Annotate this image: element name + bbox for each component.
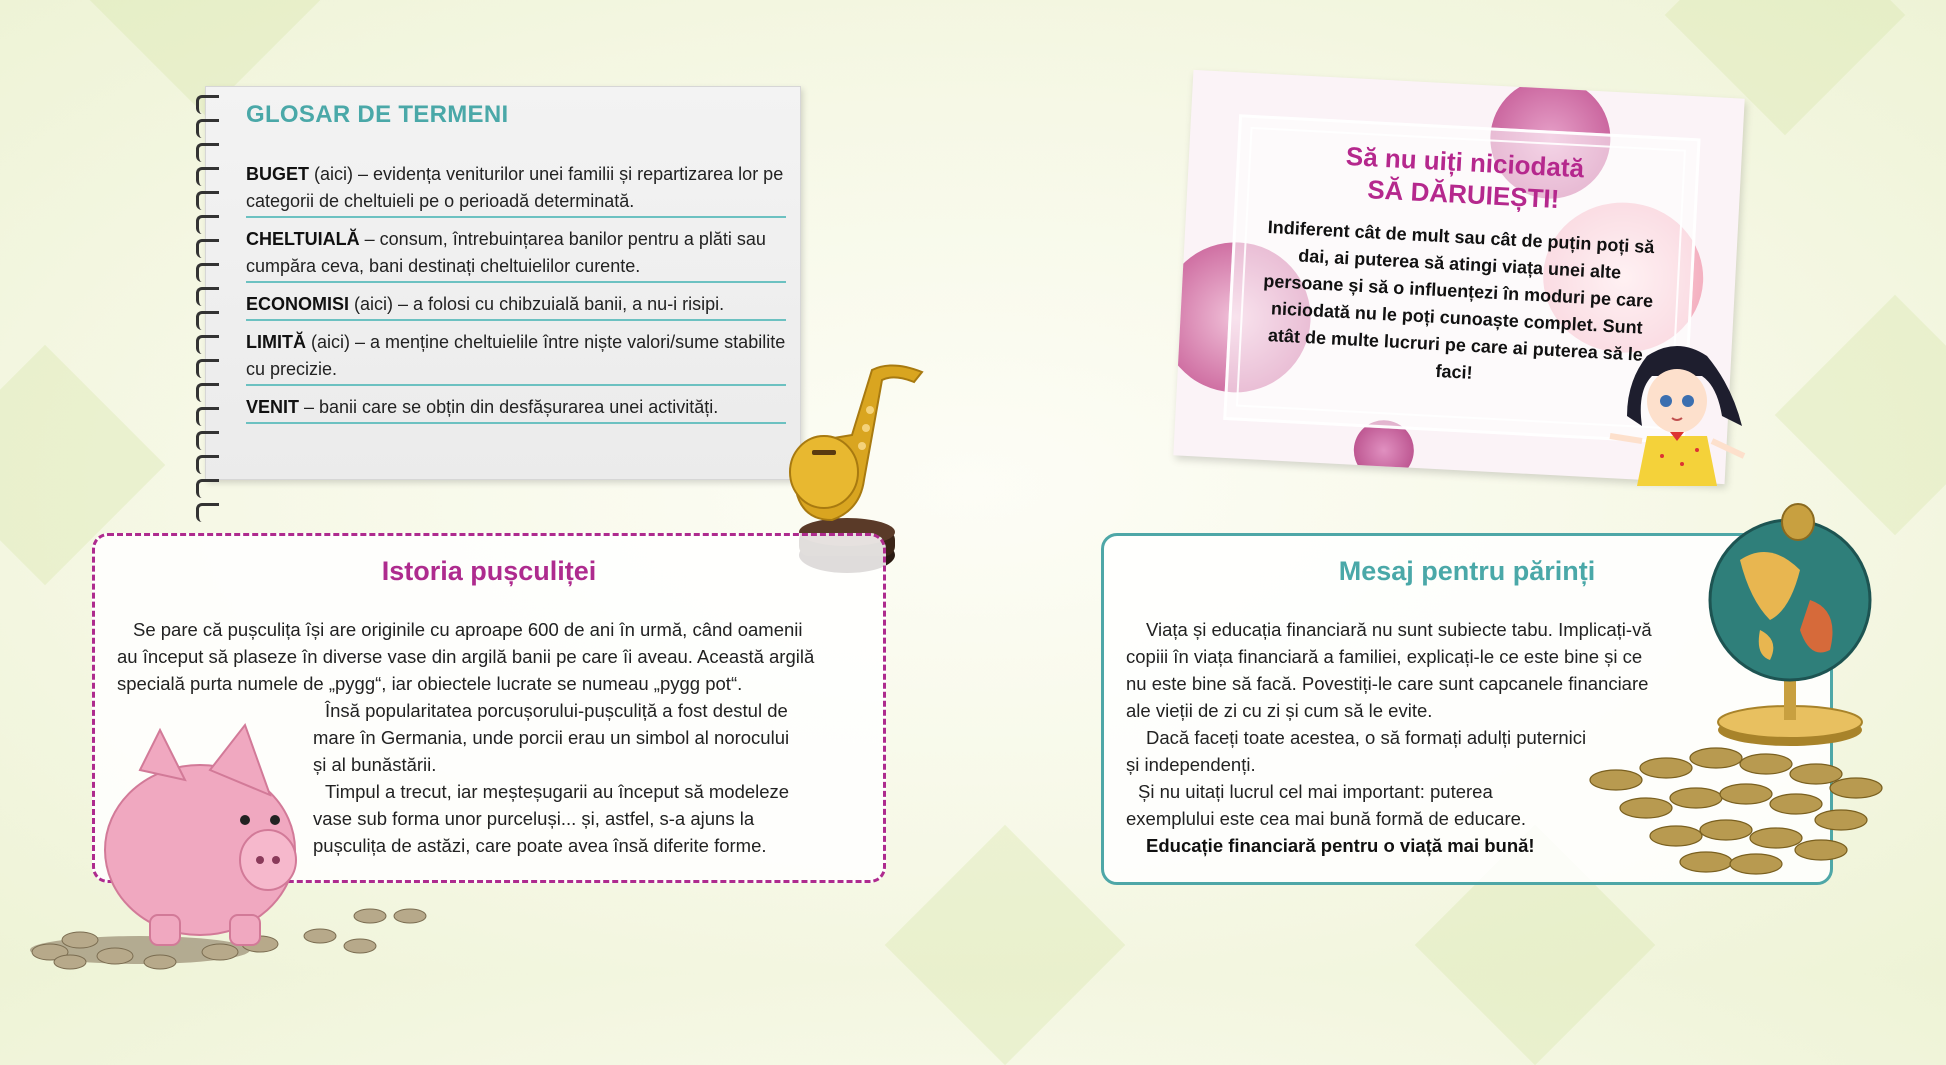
glossary-list <box>246 161 786 432</box>
istoria-paragraph-2: Însă popularitatea porcușorului-pușculiță a fost destul de mare în Germania, unde porcii erau un simbol al norocului și al bunăstării. <box>313 700 790 775</box>
glossary-term: CHELTUIALĂ – consum, întrebuințarea banilor pentru a plăti sau cumpăra ceva, bani destinați cheltuielilor curente. <box>246 226 786 283</box>
coins-pile-illustration <box>1586 728 1886 878</box>
glossary-term: ECONOMISI (aici) – a folosi cu chibzuială banii, a nu-i risipi. <box>246 291 786 321</box>
istoria-title: Istoria pușculiței <box>381 556 597 586</box>
glossary-term: BUGET (aici) – evidența veniturilor unei familii și repartizarea lor pe categorii de cheltuieli pe o perioadă determinată. <box>246 161 786 218</box>
spiral-binding <box>196 95 224 527</box>
mesaj-title: Mesaj pentru părinți <box>1338 556 1596 586</box>
istoria-paragraph-3: Timpul a trecut, iar meșteșugarii au început să modeleze vase sub forma unor purceluși... și, astfel, s-a ajuns la pușculița de astăzi, care poate avea însă diferite forme. <box>313 781 790 856</box>
glossary-term: VENIT – banii care se obțin din desfășurarea unei activități. <box>246 394 786 424</box>
glossary-notebook <box>205 86 801 480</box>
background-diamond <box>885 825 1125 1065</box>
card-title: Să nu uiți niciodată SĂ DĂRUIEȘTI! <box>1345 140 1585 215</box>
mesaj-text: Viața și educația financiară nu sunt subiecte tabu. Implicați-vă copiii în viața financiară a familiei, explicați-le ce este bine și ce nu este bine să facă. Povestiți-le care sunt capcanele financiare ale vieții de zi cu zi și cum să le evite. Dacă faceți toate acestea, o să formați adulți puternici și independenți. Și nu uitați lucrul cel mai important: puterea exemplului este cea mai bună formă de educare. Educație financiară pentru o viață mai bună! <box>1126 619 1652 856</box>
glossary-title: GLOSAR DE TERMENI <box>246 101 509 128</box>
girl-illustration <box>1602 346 1752 486</box>
globe-bank-illustration <box>1700 500 1880 750</box>
card-text: Indiferent cât de mult sau cât de puțin poți să dai, ai puterea să atingi viața unei alte persoane și să o influențezi în moduri pe care niciodată nu le poți cunoaște complet. Sunt atât de multe lucruri pe care ai puterea să le faci! <box>1262 216 1655 383</box>
glossary-term: LIMITĂ (aici) – a menține cheltuielile între niște valori/sume stabilite cu precizie. <box>246 329 786 386</box>
istoria-paragraph-1: Se pare că pușculița își are originile cu aproape 600 de ani în urmă, când oamenii au început să plaseze în diverse vase din argilă banii pe care îi aveau. Această argilă specială purta numele de „pygg“, iar obiectele lucrate se numeau „pygg pot“. <box>117 619 815 694</box>
piggy-bank-illustration <box>20 700 440 970</box>
mesaj-slogan: Educație financiară pentru o viață mai bună! <box>1146 835 1535 856</box>
